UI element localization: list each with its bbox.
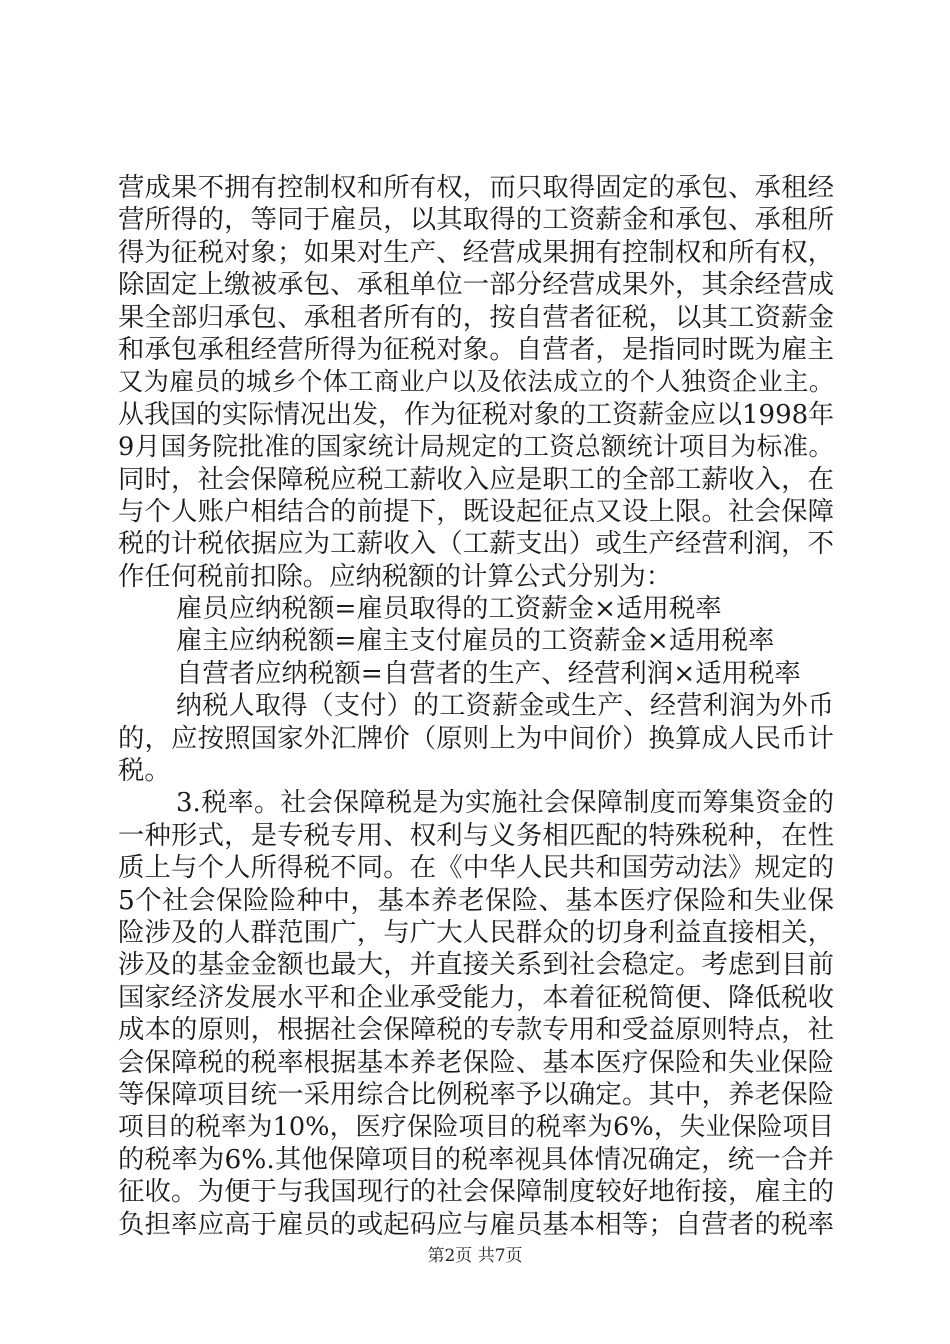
text-line: 自营者应纳税额=自营者的生产、经营利润×适用税率 — [176, 657, 801, 689]
text-line: 得为征税对象；如果对生产、经营成果拥有控制权和所有权， — [118, 236, 834, 268]
text-line: 9月国务院批准的国家统计局规定的工资总额统计项目为标准。 — [118, 432, 834, 463]
text-line: 营所得的，等同于雇员，以其取得的工资薪金和承包、承租所 — [118, 204, 834, 236]
text-line: 雇主应纳税额=雇主支付雇员的工资薪金×适用税率 — [176, 625, 775, 657]
text-line: 项目的税率为10%，医疗保险项目的税率为6%，失业保险项目 — [118, 1112, 834, 1143]
text-line: 质上与个人所得税不同。在《中华人民共和国劳动法》规定的 — [118, 852, 834, 884]
text-line: 纳税人取得（支付）的工资薪金或生产、经营利润为外币 — [176, 691, 834, 722]
text-line: 负担率应高于雇员的或起码应与雇员基本相等；自营者的税率 — [118, 1208, 834, 1240]
text-line: 国家经济发展水平和企业承受能力，本着征税简便、降低税收 — [118, 981, 834, 1013]
text-line: 等保障项目统一采用综合比例税率予以确定。其中，养老保险 — [118, 1078, 834, 1110]
text-line: 同时，社会保障税应税工薪收入应是职工的全部工薪收入，在 — [118, 463, 834, 495]
text-line: 税。 — [118, 755, 171, 787]
text-line: 3.税率。社会保障税是为实施社会保障制度而筹集资金的 — [176, 788, 834, 819]
text-line: 雇员应纳税额=雇员取得的工资薪金×适用税率 — [176, 593, 722, 625]
text-line: 和承包承租经营所得为征税对象。自营者，是指同时既为雇主 — [118, 333, 834, 365]
text-line: 会保障税的税率根据基本养老保险、基本医疗保险和失业保险 — [118, 1046, 834, 1078]
text-line: 又为雇员的城乡个体工商业户以及依法成立的个人独资企业主。 — [118, 367, 834, 397]
text-line: 的税率为6%.其他保障项目的税率视具体情况确定，统一合并 — [118, 1143, 834, 1175]
text-line: 除固定上缴被承包、承租单位一部分经营成果外，其余经营成 — [118, 269, 834, 301]
text-line: 险涉及的人群范围广，与广大人民群众的切身利益直接相关， — [118, 916, 834, 948]
text-line: 从我国的实际情况出发，作为征税对象的工资薪金应以1998年 — [118, 399, 835, 430]
text-line: 一种形式，是专税专用、权利与义务相匹配的特殊税种，在性 — [118, 819, 834, 851]
text-line: 成本的原则，根据社会保障税的专款专用和受益原则特点，社 — [118, 1014, 834, 1046]
text-line: 营成果不拥有控制权和所有权，而只取得固定的承包、承租经 — [118, 172, 834, 203]
text-line: 果全部归承包、承租者所有的，按自营者征税，以其工资薪金 — [118, 301, 834, 333]
text-line: 涉及的基金金额也最大，并直接关系到社会稳定。考虑到目前 — [118, 949, 834, 981]
document-body — [118, 172, 834, 1241]
text-line: 5个社会保险险种中，基本养老保险、基本医疗保险和失业保 — [118, 884, 834, 916]
text-line: 与个人账户相结合的前提下，既设起征点又设上限。社会保障 — [118, 495, 834, 527]
text-line: 的，应按照国家外汇牌价（原则上为中间价）换算成人民币计 — [118, 722, 834, 754]
text-line: 征收。为便于与我国现行的社会保障制度较好地衔接，雇主的 — [118, 1176, 834, 1208]
text-line: 税的计税依据应为工薪收入（工薪支出）或生产经营利润，不 — [118, 528, 834, 560]
text-line: 作任何税前扣除。应纳税额的计算公式分别为： — [118, 560, 673, 592]
page-footer: 第2页 共7页 — [427, 1246, 523, 1266]
